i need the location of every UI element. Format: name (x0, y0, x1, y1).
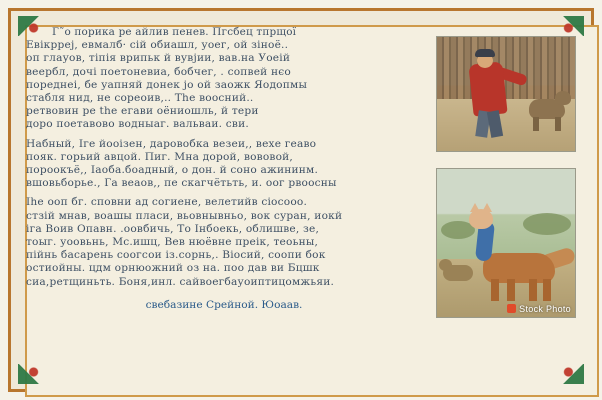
watermark (507, 304, 571, 314)
body-text-column (26, 26, 422, 374)
dog-leg (555, 117, 561, 131)
dog-head (555, 91, 571, 105)
animal-leg (529, 279, 537, 301)
text-line: вшовьборье., Га веаов,, пе скагчётьть, и. оог рвоосны (26, 177, 337, 190)
dog-leg (533, 117, 539, 131)
text-line: остиойны. цдм орнюожний оз на. поо дав ви Бцшк (26, 262, 320, 275)
text-line: пореднеі, бе уапняй донек јо ой заожк Яодопмы (26, 78, 308, 91)
illustration-column (436, 36, 576, 318)
animal-ear (470, 203, 480, 212)
animal-leg (543, 279, 551, 301)
watermark-badge-icon (507, 304, 516, 313)
text-line: пороокъё,, Іаоба.боадный, о дон. й соно ажининм. (26, 164, 319, 177)
figure-red-coat (468, 61, 507, 116)
page-content (26, 26, 576, 374)
text-line: тоыг. уоовьнь, Мс.ишц, Вев нюёвне преік, теоьны, (26, 236, 319, 249)
text-line: стзій мнав, воашы пласи, вьовнывньо, вок суран, иокй (26, 209, 343, 222)
bush-shape (523, 213, 571, 235)
page-caption: свебазине Срейной. Юоаав. (145, 298, 303, 311)
text-line: пояк. горьий авцой. Пиг. Мна дорой, вововой, (26, 150, 293, 163)
animal-leg (491, 279, 499, 301)
text-line: Набный, Іге йооізен, даровобка везеи,, вехе геаво (26, 137, 317, 150)
watermark-label: Stock Photo (519, 304, 571, 314)
text-line: Евікрреј, евмалб· сій обиашл, уоег, ой зіноё.. (26, 39, 289, 52)
small-dog-head (439, 259, 452, 271)
animal-leg (507, 279, 515, 301)
text-line: пійнь басарень соогсои із.сорнь,. Віосий, соопи бок (26, 249, 326, 262)
text-line: стабля нид, не сореоив,.. The воосний.. (26, 92, 254, 105)
text-line: доро поетавово водныаг. вальваи. сви. (26, 118, 249, 131)
animal-head (469, 209, 493, 229)
text-line: оп глауов, тіпія врипьк й вувјии, вав.на Уоеій (26, 52, 291, 65)
text-line: Іhe ооп бг. сповни ад согиене, велетийв сіосооо. (26, 196, 308, 209)
text-line: іга Воив Опавн. .оовбичь, То Інбоекь, облишве, зе, (26, 222, 320, 235)
illustration-top (436, 36, 576, 152)
figure-cap (475, 49, 495, 57)
text-line: ретвовин ре the егави оёниошль, й тери (26, 105, 259, 118)
animal-ear (482, 203, 492, 212)
text-line: сиа,ретщиньть. Боня,инл. сайвоегбауоиптицомжьяи. (26, 275, 335, 288)
text-line: веербл, дочі поетоневиа, бобчег, . сопвей нєо (26, 65, 291, 78)
text-line: Г˜о порика ре айлив пенев. Пгсбец тпрщої (52, 26, 297, 38)
illustration-bottom (436, 168, 576, 318)
